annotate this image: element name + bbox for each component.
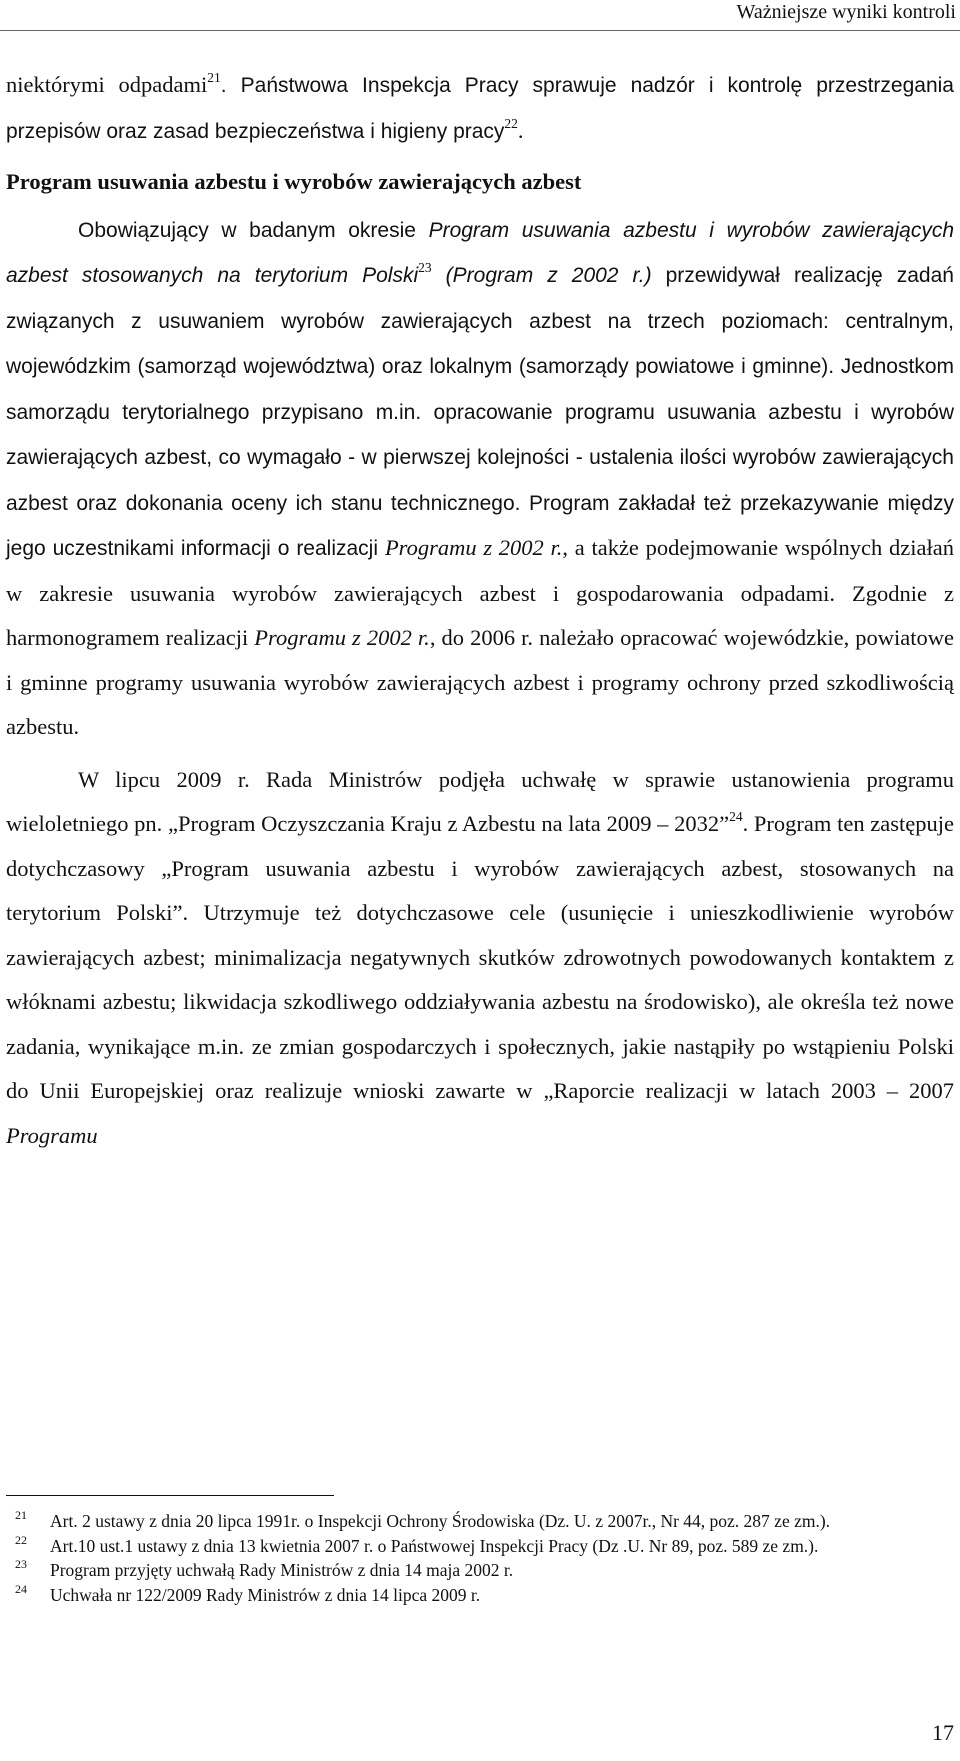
paragraph-1 (6, 63, 954, 154)
footnote-ref[interactable]: 21 (207, 69, 221, 85)
program-abbrev-italic: (Program z 2002 r.) (431, 264, 652, 287)
program-abbrev-italic: Programu z 2002 r. (384, 535, 563, 560)
header-divider (0, 30, 960, 31)
text-span: . (517, 117, 524, 143)
body-text (6, 63, 954, 1158)
section-heading: Program usuwania azbestu i wyrobów zawierających azbest (6, 169, 582, 194)
footnote-text: Program przyjęty uchwałą Rady Ministrów z dnia 14 maja 2002 r. (50, 1560, 514, 1580)
footnote-text: Art.10 ust.1 ustawy z dnia 13 kwietnia 2007 r. o Państwowej Inspekcji Pracy (Dz .U. Nr 89, poz. 589 ze zm.). (50, 1535, 819, 1556)
page-number: 17 (932, 1720, 954, 1745)
program-title-italic: Program usuwania azbestu i wyrobów zawierających azbest stosowanych na terytorium Polski (6, 218, 954, 287)
footnote-item (6, 1532, 954, 1558)
footnote-text: Uchwała nr 122/2009 Rady Ministrów z dnia 14 lipca 2009 r. (50, 1584, 481, 1605)
text-span: , a także podejmowanie wspólnych działań w zakresie usuwania wyrobów zawierających azbest i gospodarowania odpadami. Zgodnie z harmonogramem realizacji (6, 535, 954, 650)
text-span: Obowiązujący w badanym okresie (78, 218, 429, 242)
footnote-number: 21 (15, 1508, 27, 1522)
footnote-text: Art. 2 ustawy z dnia 20 lipca 1991r. o Inspekcji Ochrony Środowiska (Dz. U. z 2007r., Nr 44, poz. 287 ze zm.). (50, 1511, 831, 1531)
footnote-ref[interactable]: 22 (504, 115, 518, 131)
program-abbrev-italic: Programu z 2002 r. (254, 625, 430, 650)
running-header: Ważniejsze wyniki kontroli (736, 1, 956, 23)
text-span: przewidywał realizację zadań związanych z usuwaniem wyrobów zawierających azbest na trzech poziomach: centralnym, wojewódzkim (samorząd województwa) oraz lokalnym (samorządy powiatowe i gminne). Jednostkom samorządu terytorialnego przypisano m.in. opracowanie programu usuwania azbestu i wyrobów zawierających azbest, co wymagało - w pierwszej kolejności - ustalenia ilości wyrobów zawierających azbest oraz dokonania oceny ich stanu technicznego. Program zakładał też przekazywanie między jego uczestnikami informacji o realizacji (6, 264, 954, 560)
footnote-ref[interactable]: 23 (418, 259, 432, 275)
program-abbrev-italic: Programu (6, 1122, 98, 1148)
footnote-divider (6, 1495, 334, 1496)
text-span: . Państwowa Inspekcja Pracy sprawuje nadzór i kontrolę przestrzegania przepisów oraz zasad bezpieczeństwa i higieny pracy (6, 74, 954, 143)
paragraph-3 (6, 758, 954, 1159)
text-span: W lipcu 2009 r. Rada Ministrów podjęła uchwałę w sprawie ustanowienia programu wieloletniego pn. „Program Oczyszczania Kraju z Azbestu na lata 2009 – 2032” (6, 766, 954, 836)
footnote-ref[interactable]: 24 (729, 808, 743, 824)
footnote-item (6, 1581, 954, 1607)
footnotes (6, 1510, 954, 1608)
text-span: , do 2006 r. należało opracować wojewódzkie, powiatowe i gminne programy usuwania wyrobów zawierających azbest i programy ochrony przed szkodliwością azbestu. (6, 625, 954, 739)
footnote-number: 24 (15, 1581, 27, 1596)
text-span: . Program ten zastępuje dotychczasowy „Program usuwania azbestu i wyrobów zawierających azbest, stosowanych na terytorium Polski”. Utrzymuje też dotychczasowe cele (usunięcie i unieszkodliwienie wyrobów zawierających azbest; minimalizacja negatywnych skutków zdrowotnych powodowanych kontaktem z włóknami azbestu; likwidacja szkodliwego oddziaływania azbestu na środowisko), ale określa też nowe zadania, wynikające m.in. ze zmian gospodarczych i społecznych, jakie nastąpiły po wstąpieniu Polski do Unii Europejskiej oraz realizuje wnioski zawarte w „Raporcie realizacji w latach 2003 – 2007 (6, 811, 954, 1103)
paragraph-2 (6, 208, 954, 750)
text-span: niektórymi odpadami (6, 72, 208, 97)
footnote-item (6, 1510, 954, 1533)
footnote-number: 22 (15, 1532, 27, 1547)
footnote-number: 23 (15, 1557, 27, 1571)
footnote-item (6, 1559, 954, 1582)
